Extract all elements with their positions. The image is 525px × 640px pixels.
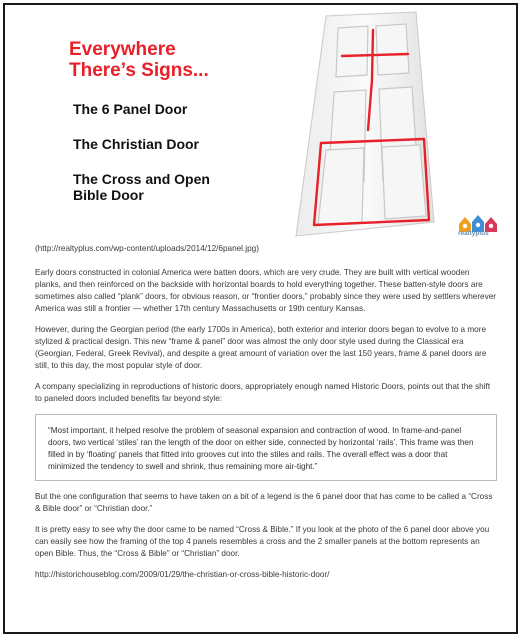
paragraph-batten-doors: Early doors constructed in colonial America were batten doors, which are very crude. They are built with vertical wooden planks, and then reinforced on the backside with horizontal boards to hold everything together. These batten-style doors are sometimes also called “plank” doors, for obvious reason, or “frontier doors,” probably since they were used by settlers wherever America was still a frontier — whether 17th century Massachusetts or 19th century Kansas. (35, 268, 496, 313)
paragraph-cross-bible-explanation: It is pretty easy to see why the door came to be named “Cross & Bible.” If you look at the photo of the 6 panel door above you can easily see how the framing of the top 4 panels resembles a cross and the 2 smaller panels at the bottom represents an open Bible. Thus, the “Cross & Bible” or “Christian” door. (35, 525, 490, 558)
article-body (35, 243, 497, 590)
paragraph-historic-doors: A company specializing in reproductions of historic doors, appropriately enough named Historic Doors, points out that the shift to paneled doors included benefits far beyond style: (35, 382, 491, 403)
blockquote-text: “Most important, it helped resolve the problem of seasonal expansion and contraction of wood. In frame-and-panel doors, two vertical ‘stiles’ ran the length of the door on either side, connected by horizontal ‘rails’. This frame was then filled in by ‘floating’ panels that fitted into grooves cut into the stiles and rails. The overall effect was a door that minimized the tendency to swell and shrink, thus remaining more air-tight.” (48, 426, 474, 471)
hero-banner (5, 5, 520, 240)
door-name-christian: The Christian Door (73, 136, 200, 152)
door-name-six-panel: The 6 Panel Door (73, 101, 188, 117)
image-source-link[interactable]: (http://realtyplus.com/wp-content/uploads/2014/12/6panel.jpg) (35, 244, 259, 253)
six-panel-door-image (288, 10, 438, 238)
headline-line-2: There’s Signs... (69, 60, 209, 81)
paragraph-cross-bible-legend: But the one configuration that seems to have taken on a bit of a legend is the 6 panel door that has come to be called a “Cross & Bible door” or “Christian door.” (35, 492, 493, 513)
realtyplus-logo-text: realtyplus (458, 230, 489, 237)
door-panel-bottom-right (382, 145, 426, 219)
paragraph-georgian-period: However, during the Georgian period (the early 1700s in America), both exterior and interior doors began to evolve to a more stylized & practical design. This new “frame & panel” door was almost the only door style used during the Classical era (Georgian, Federal, Greek Revival), and despite a great amount of variation over the last 150 years, frame & panel doors are still, to this day, the most popular style of door. (35, 325, 487, 370)
door-panel-top-left (336, 26, 368, 77)
door-panel-bottom-left (318, 148, 364, 225)
headline-line-1: Everywhere (69, 39, 176, 60)
door-name-cross-bible: The Cross and Open Bible Door (73, 171, 210, 203)
blockquote (35, 414, 497, 481)
page-frame (3, 3, 518, 634)
source-link[interactable]: http://historichouseblog.com/2009/01/29/the-christian-or-cross-bible-historic-door/ (35, 570, 330, 579)
door-panel-top-right (376, 24, 409, 75)
headline (69, 39, 269, 81)
